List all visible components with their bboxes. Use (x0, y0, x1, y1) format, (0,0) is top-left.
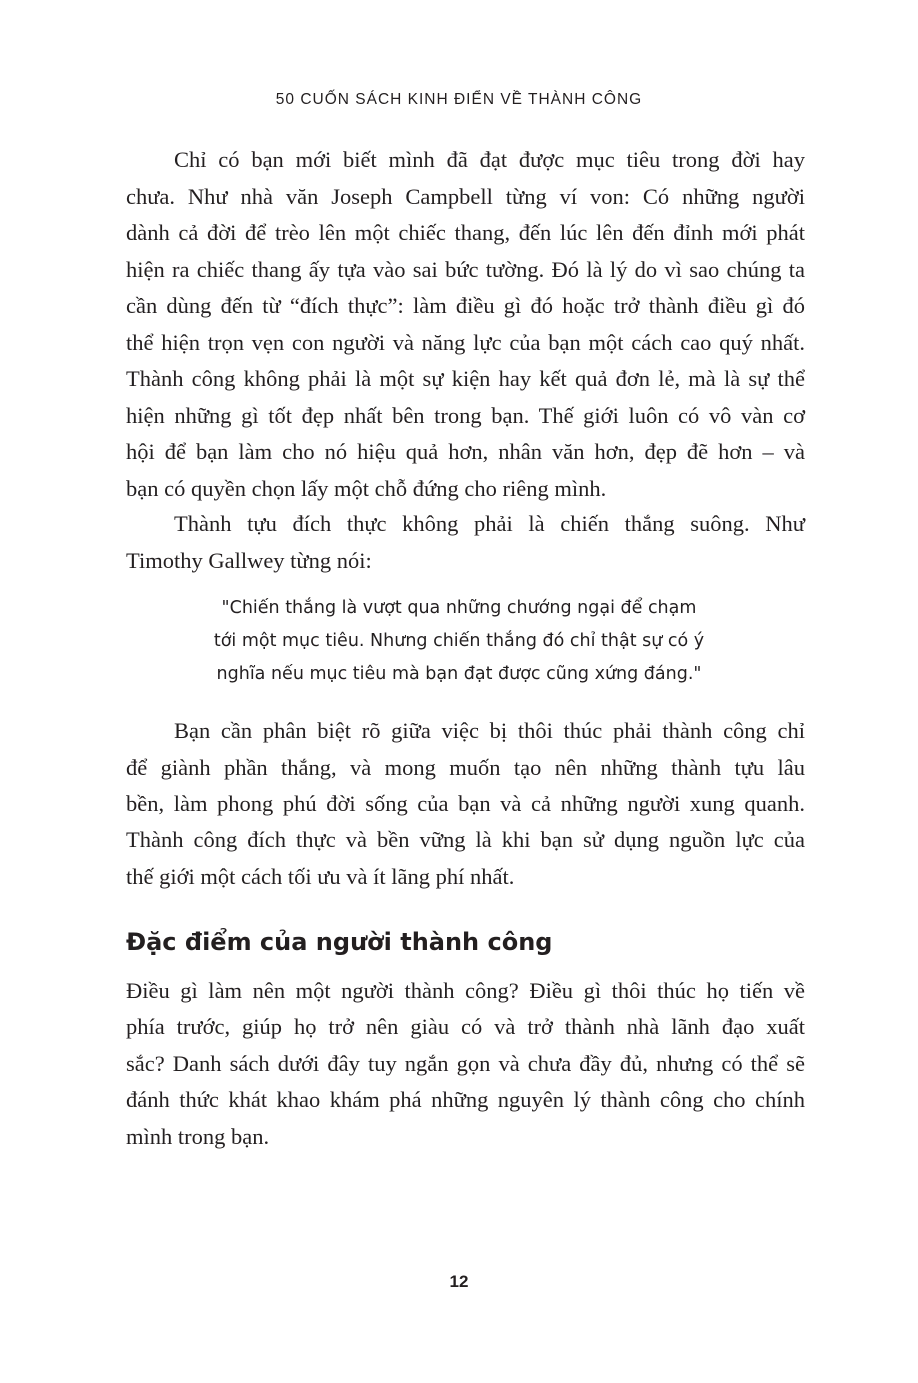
quote-line: nghĩa nếu mục tiêu mà bạn đạt được cũng xứng đáng." (216, 664, 702, 684)
quote-line: "Chiến thắng là vượt qua những chướng ngại để chạm (221, 598, 697, 618)
text-line: phía trước, giúp họ trở nên giàu có và trở thành nhà lãnh đạo xuất (126, 1014, 805, 1039)
text-line: Điều gì làm nên một người thành công? Điều gì thôi thúc họ tiến về (126, 978, 805, 1003)
text-line: đánh thức khát khao khám phá những nguyên lý thành công cho chính (126, 1087, 805, 1112)
text-line: Thành tựu đích thực không phải là chiến thắng suông. Như (174, 511, 805, 536)
text-line: hiện ra chiếc thang ấy tựa vào sai bức tường. Đó là lý do vì sao chúng ta (126, 257, 805, 282)
text-line: Thành công đích thực và bền vững là khi bạn sử dụng nguồn lực của (126, 827, 805, 852)
text-line: dành cả đời để trèo lên một chiếc thang, đến lúc lên đến đỉnh mới phát (126, 220, 805, 245)
text-line: Timothy Gallwey từng nói: (126, 548, 372, 573)
text-line: chưa. Như nhà văn Joseph Campbell từng ví von: Có những người (126, 184, 805, 209)
text-line: hội để bạn làm cho nó hiệu quả hơn, nhân văn hơn, đẹp đẽ hơn – và (126, 439, 805, 464)
text-line: sắc? Danh sách dưới đây tuy ngắn gọn và chưa đầy đủ, nhưng có thể sẽ (126, 1051, 805, 1076)
running-header: 50 CUỐN SÁCH KINH ĐIỂN VỀ THÀNH CÔNG (275, 91, 643, 108)
text-line: bạn có quyền chọn lấy một chỗ đứng cho riêng mình. (126, 476, 607, 501)
text-line: bền, làm phong phú đời sống của bạn và cả những người xung quanh. (126, 791, 805, 816)
text-line: mình trong bạn. (126, 1124, 270, 1149)
text-line: thể hiện trọn vẹn con người và năng lực của bạn một cách cao quý nhất. (126, 330, 805, 355)
text-line: Thành công không phải là một sự kiện hay kết quả đơn lẻ, mà là sự thể (126, 366, 805, 391)
page-number: 12 (449, 1272, 469, 1291)
text-line: Bạn cần phân biệt rõ giữa việc bị thôi thúc phải thành công chỉ (174, 718, 805, 743)
text-line: để giành phần thắng, và mong muốn tạo nên những thành tựu lâu (126, 755, 805, 780)
section-heading: Đặc điểm của người thành công (126, 928, 553, 956)
text-line: Chỉ có bạn mới biết mình đã đạt được mục tiêu trong đời hay (174, 147, 805, 172)
text-line: hiện những gì tốt đẹp nhất bên trong bạn. Thế giới luôn có vô vàn cơ (126, 403, 805, 428)
text-line: thế giới một cách tối ưu và ít lãng phí nhất. (126, 864, 515, 889)
quote-line: tới một mục tiêu. Nhưng chiến thắng đó chỉ thật sự có ý (213, 631, 705, 651)
text-line: cần dùng đến từ “đích thực”: làm điều gì đó hoặc trở thành điều gì đó (126, 293, 805, 318)
